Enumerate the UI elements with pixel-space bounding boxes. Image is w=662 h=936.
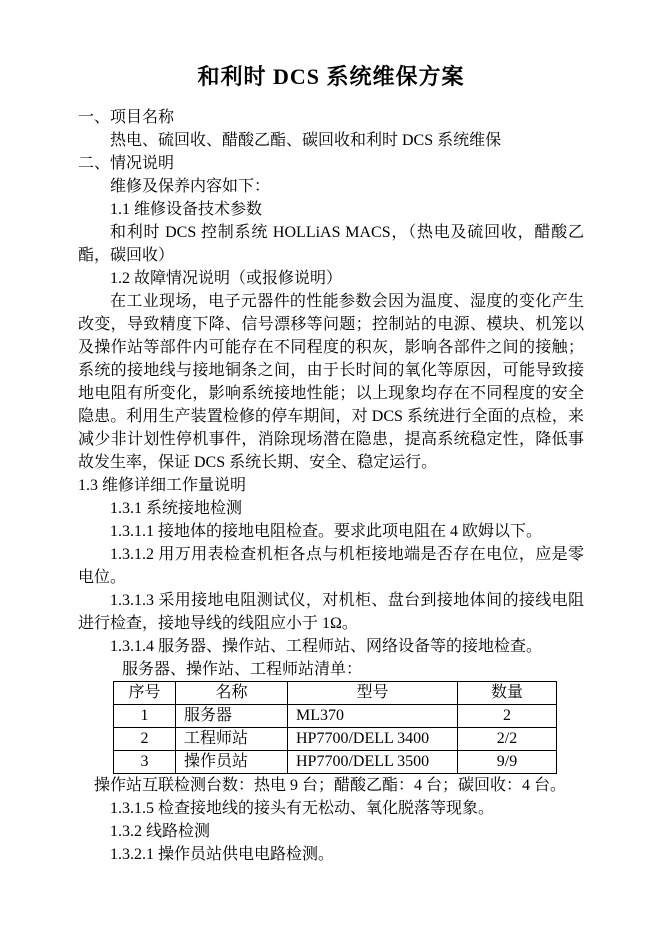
table-cell: 服务器	[176, 705, 288, 728]
table-caption: 服务器、操作站、工程师站清单：	[122, 661, 363, 678]
table-row	[114, 728, 557, 751]
heading-1-3-1: 1.3.1 系统接地检测	[110, 500, 243, 517]
document-title: 和利时 DCS 系统维保方案	[197, 64, 465, 89]
para-1-3-1-3: 1.3.1.3 采用接地电阻测试仪，对机柜、盘台到接地体间的接线电阻进行检查，接地导线的线阻应小于 1Ω。	[78, 592, 584, 632]
table-cell: HP7700/DELL 3500	[288, 751, 458, 774]
para-station-count: 操作站互联检测台数：热电 9 台；醋酸乙酯：4 台；碳回收：4 台。	[94, 777, 567, 794]
section-heading-two: 二、情况说明	[78, 155, 175, 172]
equipment-list-table	[113, 681, 557, 774]
table-cell: 2	[458, 705, 557, 728]
para-1-3-1-5: 1.3.1.5 检查接地线的接头有无松动、氧化脱落等现象。	[110, 800, 495, 817]
table-cell: 2	[114, 728, 176, 751]
table-cell: 3	[114, 751, 176, 774]
table-cell: 2/2	[458, 728, 557, 751]
heading-1-2: 1.2 故障情况说明（或报修说明）	[110, 270, 343, 287]
para-1-3-1-2: 1.3.1.2 用万用表检查机柜各点与机柜接地端是否存在电位，应是零电位。	[78, 546, 584, 586]
table-header-cell: 型号	[288, 682, 458, 705]
table-header-cell: 序号	[114, 682, 176, 705]
heading-1-3-2: 1.3.2 线路检测	[110, 823, 211, 840]
table-cell: 工程师站	[176, 728, 288, 751]
para-1-3-2-1: 1.3.2.1 操作员站供电电路检测。	[110, 846, 335, 863]
table-header-row	[114, 682, 557, 705]
table-cell: ML370	[288, 705, 458, 728]
table-row	[114, 751, 557, 774]
table-row	[114, 705, 557, 728]
table-header-cell: 数量	[458, 682, 557, 705]
section-heading-one: 一、项目名称	[78, 109, 175, 126]
heading-1-1: 1.1 维修设备技术参数	[110, 201, 263, 218]
table-cell: 操作员站	[176, 751, 288, 774]
para-1-3-1-1: 1.3.1.1 接地体的接地电阻检查。要求此项电阻在 4 欧姆以下。	[110, 523, 543, 540]
para-fault-description: 在工业现场，电子元器件的性能参数会因为温度、湿度的变化产生改变，导致精度下降、信号漂移等问题；控制站的电源、模块、机笼以及操作站等部件内可能存在不同程度的积灰，影响各部件之间的接触；系统的接地线与接地铜条之间，由于长时间的氧化等原因，可能导致接地电阻有所变化，影响系统接地性能；以上现象均存在不同程度的安全隐患。利用生产装置检修的停车期间，对 DCS 系统进行全面的点检，来减少非计划性停机事件，消除现场潜在隐患，提高系统稳定性，降低事故发生率，保证 DCS 系统长期、安全、稳定运行。	[78, 293, 584, 471]
para-maintenance-intro: 维修及保养内容如下：	[110, 178, 271, 195]
table-cell: 1	[114, 705, 176, 728]
table-header-cell: 名称	[176, 682, 288, 705]
heading-1-3: 1.3 维修详细工作量说明	[78, 477, 247, 494]
para-dcs-system: 和利时 DCS 控制系统 HOLLiAS MACS，（热电及硫回收，醋酸乙酯，碳回收）	[78, 224, 584, 264]
para-project-scope: 热电、硫回收、醋酸乙酯、碳回收和利时 DCS 系统维保	[110, 132, 502, 149]
table-cell: HP7700/DELL 3400	[288, 728, 458, 751]
para-1-3-1-4: 1.3.1.4 服务器、操作站、工程师站、网络设备等的接地检查。	[110, 638, 543, 655]
table-cell: 9/9	[458, 751, 557, 774]
